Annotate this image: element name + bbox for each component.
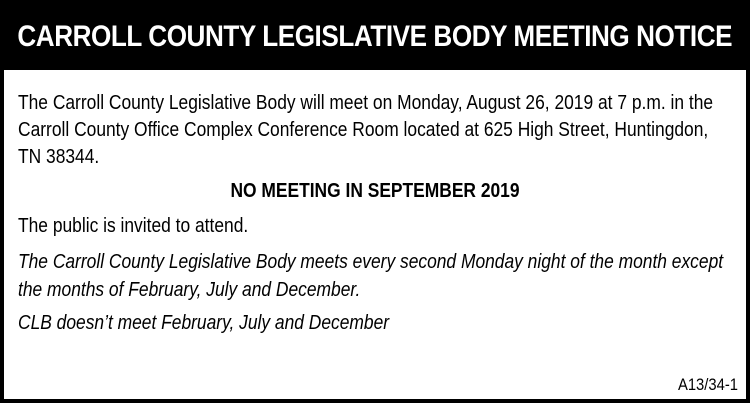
meeting-details-paragraph: The Carroll County Legislative Body will meet on Monday, August 26, 2019 at 7 p.m. in the Carroll County Office Complex Conference Room located at 625 High Street, Huntingdon, TN 38344. xyxy=(18,92,714,168)
reference-code: A13/34-1 xyxy=(677,375,738,394)
notice-header xyxy=(4,4,746,70)
notice-body xyxy=(4,70,746,399)
schedule-note: The Carroll County Legislative Body meets every second Monday night of the month except the months of February, July and December. xyxy=(18,251,724,301)
no-meeting-heading: NO MEETING IN SEPTEMBER 2019 xyxy=(230,180,520,202)
notice-title: CARROLL COUNTY LEGISLATIVE BODY MEETING NOTICE xyxy=(17,20,733,53)
clb-note: CLB doesn’t meet February, July and December xyxy=(18,312,390,334)
public-invite-text: The public is invited to attend. xyxy=(18,215,249,237)
